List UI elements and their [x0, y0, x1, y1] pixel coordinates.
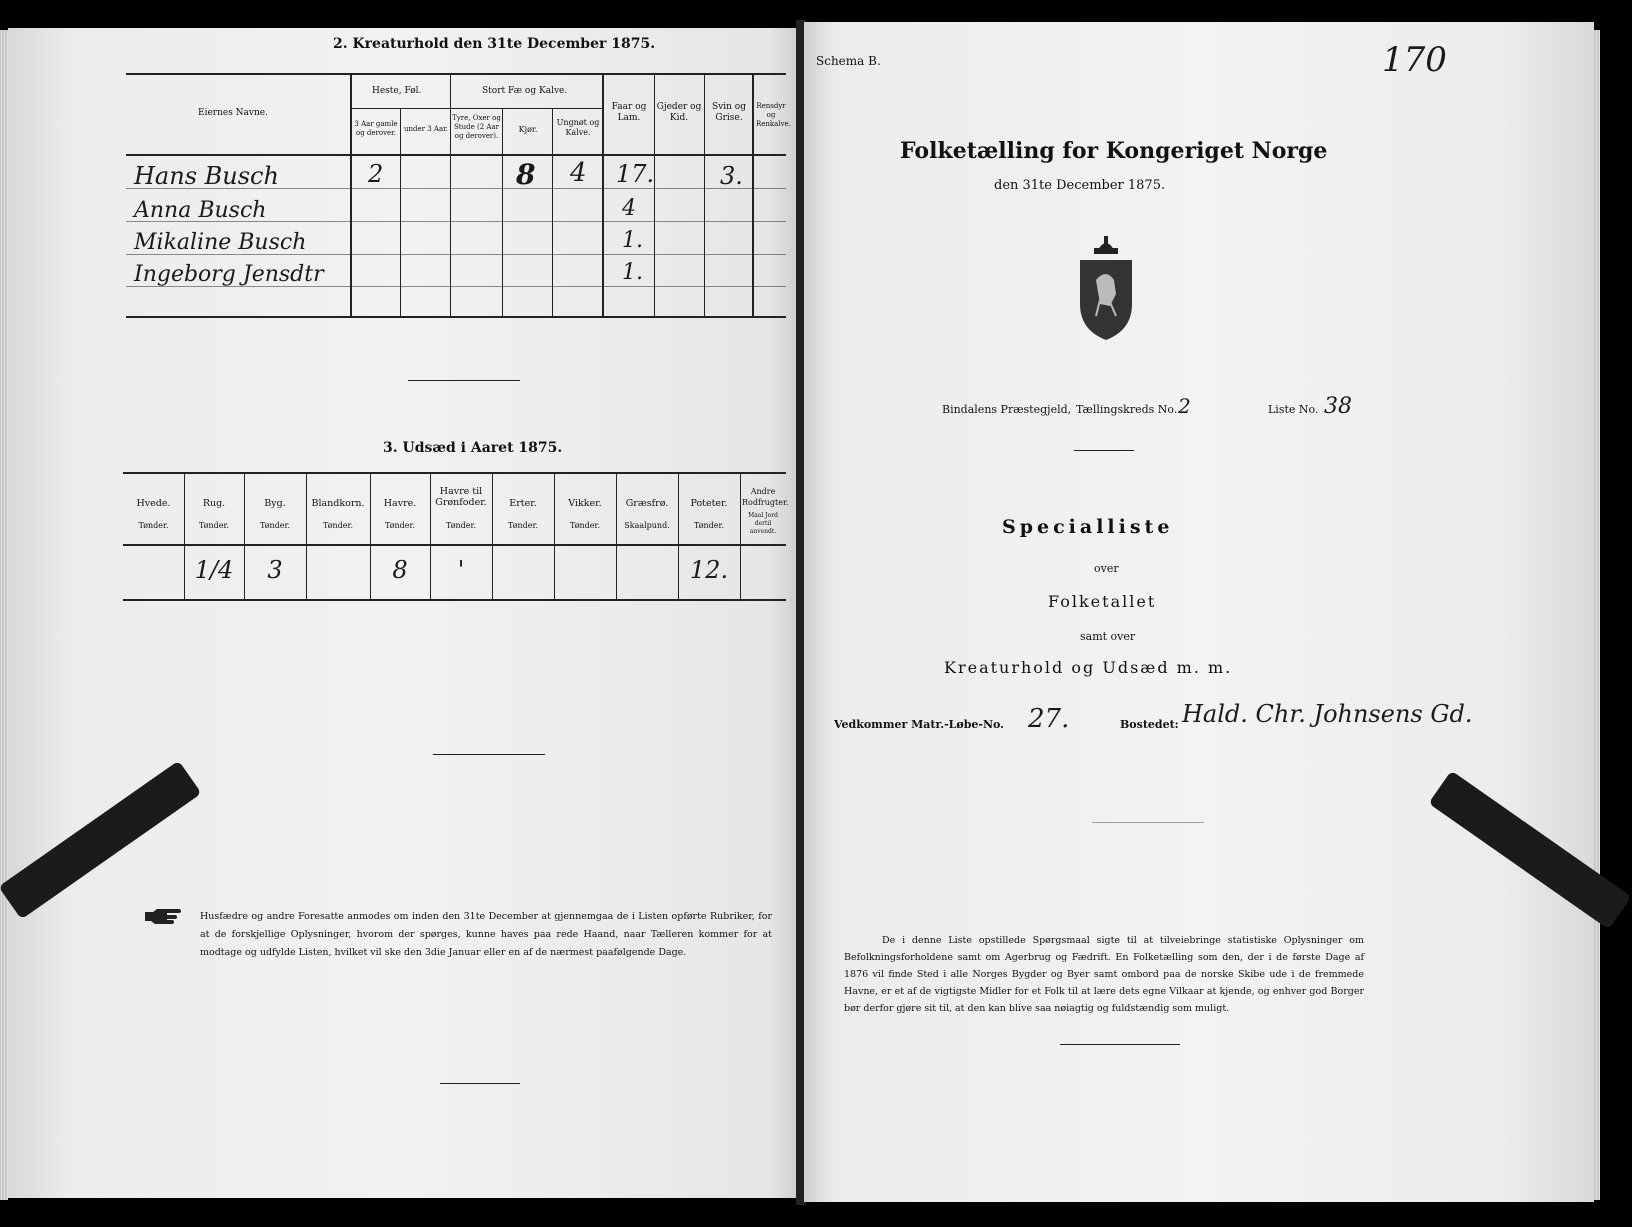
udsaed-header-name: Andre Rodfrugter. — [742, 487, 789, 507]
divider-short — [1092, 822, 1204, 823]
udsaed-header-unit: Tønder. — [569, 521, 601, 530]
udsaed-value: 8 — [392, 556, 408, 584]
row-name: Ingeborg Jensdtr — [134, 262, 324, 287]
udsaed-header-name: Poteter. — [690, 498, 728, 509]
udsaed-vline — [492, 472, 493, 601]
udsaed-value: ' — [457, 556, 465, 584]
kreatur-vline — [602, 73, 604, 318]
kreatur-vline — [350, 73, 352, 318]
header-rensdyr: Rensdyr og Renkalve. — [756, 102, 791, 128]
matr-label: Vedkommer Matr.-Løbe-No. — [834, 718, 1004, 731]
udsaed-header-name: Byg. — [264, 498, 286, 509]
notice-text: Husfædre og andre Foresatte anmodes om inden den 31te December at gjennemgaa de i Listen opførte Rubriker, for at de forskjellige Oplysninger, hvorom der spørges, kunne haves paa rede Haand, naar Tælleren kommer for at modtage og udfylde Listen, hvilket vil ske den 3die Januar eller en af de nærmest paafølgende Dage. — [200, 911, 772, 958]
udsaed-header-unit: Maal Jord dertil anvendt. — [748, 512, 778, 535]
udsaed-value: 3 — [267, 556, 283, 584]
udsaed-top-rule — [123, 472, 786, 474]
divider-short — [1074, 450, 1134, 451]
prestegjeld-label: Bindalens Præstegjeld, — [942, 403, 1072, 416]
row-kjor: 8 — [516, 158, 536, 191]
liste-value: 38 — [1324, 394, 1352, 419]
left-page — [8, 28, 798, 1198]
udsaed-header-unit: Skaalpund. — [624, 521, 670, 530]
kreatur-vline — [704, 73, 705, 318]
udsaed-bottom-rule — [123, 599, 786, 601]
kreatur-vline — [752, 73, 754, 318]
row-name: Mikaline Busch — [134, 230, 307, 255]
udsaed-header-unit: Tønder. — [259, 521, 291, 530]
kreatur-header-rule — [126, 154, 786, 156]
udsaed-value: 1/4 — [194, 556, 234, 584]
udsaed-header-unit: Tønder. — [198, 521, 230, 530]
divider-short — [1060, 1044, 1180, 1045]
udsaed-header-name: Vikker. — [568, 498, 602, 509]
folketallet-text: Folketallet — [1048, 592, 1157, 611]
matr-value: 27. — [1028, 704, 1070, 734]
divider-short — [433, 754, 545, 755]
row-name: Hans Busch — [134, 162, 279, 190]
header-stortfae: Stort Fæ og Kalve. — [482, 86, 568, 96]
left-page-edges — [0, 30, 8, 1200]
norway-coat-of-arms-icon — [1076, 230, 1136, 342]
liste-label: Liste No. — [1268, 403, 1319, 416]
census-date: den 31te December 1875. — [994, 178, 1166, 193]
right-page — [804, 22, 1594, 1202]
row-heste3: 2 — [368, 160, 384, 188]
udsaed-header-name: Havre. — [383, 498, 417, 509]
udsaed-vline — [554, 472, 555, 601]
udsaed-header-name: Erter. — [509, 498, 537, 509]
schema-label: Schema B. — [816, 54, 881, 68]
kreds-value: 2 — [1178, 394, 1191, 418]
pointing-hand-icon — [143, 906, 187, 924]
udsaed-header-name: Rug. — [202, 498, 226, 509]
divider-short — [408, 380, 520, 381]
row-name: Anna Busch — [134, 198, 267, 223]
row-faar: 1. — [622, 228, 643, 253]
udsaed-header-name: Græsfrø. — [625, 498, 669, 509]
header-faar: Faar og Lam. — [611, 102, 647, 123]
udsaed-header-name: Hvede. — [136, 498, 171, 509]
divider-short — [440, 1083, 520, 1084]
header-gjeder: Gjeder og Kid. — [656, 102, 702, 123]
row-faar: 17. — [616, 160, 655, 188]
header-sf-sub1: Tyre, Oxer og Stude (2 Aar og derover). — [452, 114, 501, 140]
row-faar: 1. — [622, 260, 643, 285]
udsaed-section-title: 3. Udsæd i Aaret 1875. — [383, 440, 563, 456]
main-title: Folketælling for Kongeriget Norge — [900, 138, 1328, 164]
header-sf-sub3: Ungnøt og Kalve. — [556, 118, 600, 137]
row-ungnot: 4 — [570, 158, 587, 188]
samt-over-text: samt over — [1080, 630, 1136, 643]
header-eier: Eiernes Navne. — [198, 108, 268, 118]
row-svin: 3. — [720, 162, 743, 190]
udsaed-header-unit: Tønder. — [445, 521, 477, 530]
udsaed-value: 12. — [689, 556, 729, 584]
kreatur-subheader-rule — [350, 108, 602, 109]
udsaed-header-unit: Tønder. — [138, 521, 169, 530]
bosted-value: Hald. Chr. Johnsens Gd. — [1182, 700, 1473, 728]
header-heste: Heste, Føl. — [372, 86, 422, 96]
header-heste-sub2: under 3 Aar. — [404, 125, 448, 133]
udsaed-header-unit: Tønder. — [384, 521, 416, 530]
udsaed-header-name: Havre til Grønfoder. — [435, 486, 487, 508]
kreatur-section-title: 2. Kreaturhold den 31te December 1875. — [333, 36, 656, 52]
udsaed-header-rule — [123, 544, 786, 546]
header-svin: Svin og Grise. — [712, 102, 746, 123]
footer-text: De i denne Liste opstillede Spørgsmaal sigte til at tilveiebringe statistiske Oplysninger om Befolkningsforholdene samt om Agerbrug og Fædrift. En Folketælling som den, der i de første Dage af 1876 vil finde Sted i alle Norges Bygder og Byer samt ombord paa de norske Skibe ude i de fremmede Havne, er et af de vigtigste Midler for et Folk til at lære dets egne Vilkaar at kjende, og enhver god Borger bør derfor gjøre sit til, at den kan blive saa nøiagtig og fuldstændig som muligt. — [844, 935, 1364, 1014]
kreatur-vline — [654, 73, 655, 318]
kreatur-top-rule — [126, 73, 786, 75]
kreds-label: Tællingskreds No. — [1076, 403, 1178, 416]
udsaed-vline — [306, 472, 307, 601]
udsaed-header-unit: Tønder. — [507, 521, 539, 530]
header-sf-sub2: Kjør. — [518, 125, 538, 134]
page-number: 170 — [1382, 40, 1447, 80]
kreatur-vline — [450, 73, 451, 318]
row-faar: 4 — [622, 196, 636, 221]
udsaed-vline — [616, 472, 617, 601]
udsaed-header-name: Blandkorn. — [311, 498, 365, 509]
kreatur-bottom-rule — [126, 316, 786, 318]
bosted-label: Bostedet: — [1120, 718, 1179, 731]
specialliste-title: Specialliste — [1002, 516, 1174, 538]
udsaed-header-unit: Tønder. — [322, 521, 354, 530]
over-text: over — [1094, 562, 1119, 575]
udsaed-header-unit: Tønder. — [693, 521, 725, 530]
kreaturhold-text: Kreaturhold og Udsæd m. m. — [944, 658, 1233, 677]
udsaed-vline — [740, 472, 741, 601]
header-heste-sub1: 3 Aar gamle og derover. — [354, 120, 398, 137]
